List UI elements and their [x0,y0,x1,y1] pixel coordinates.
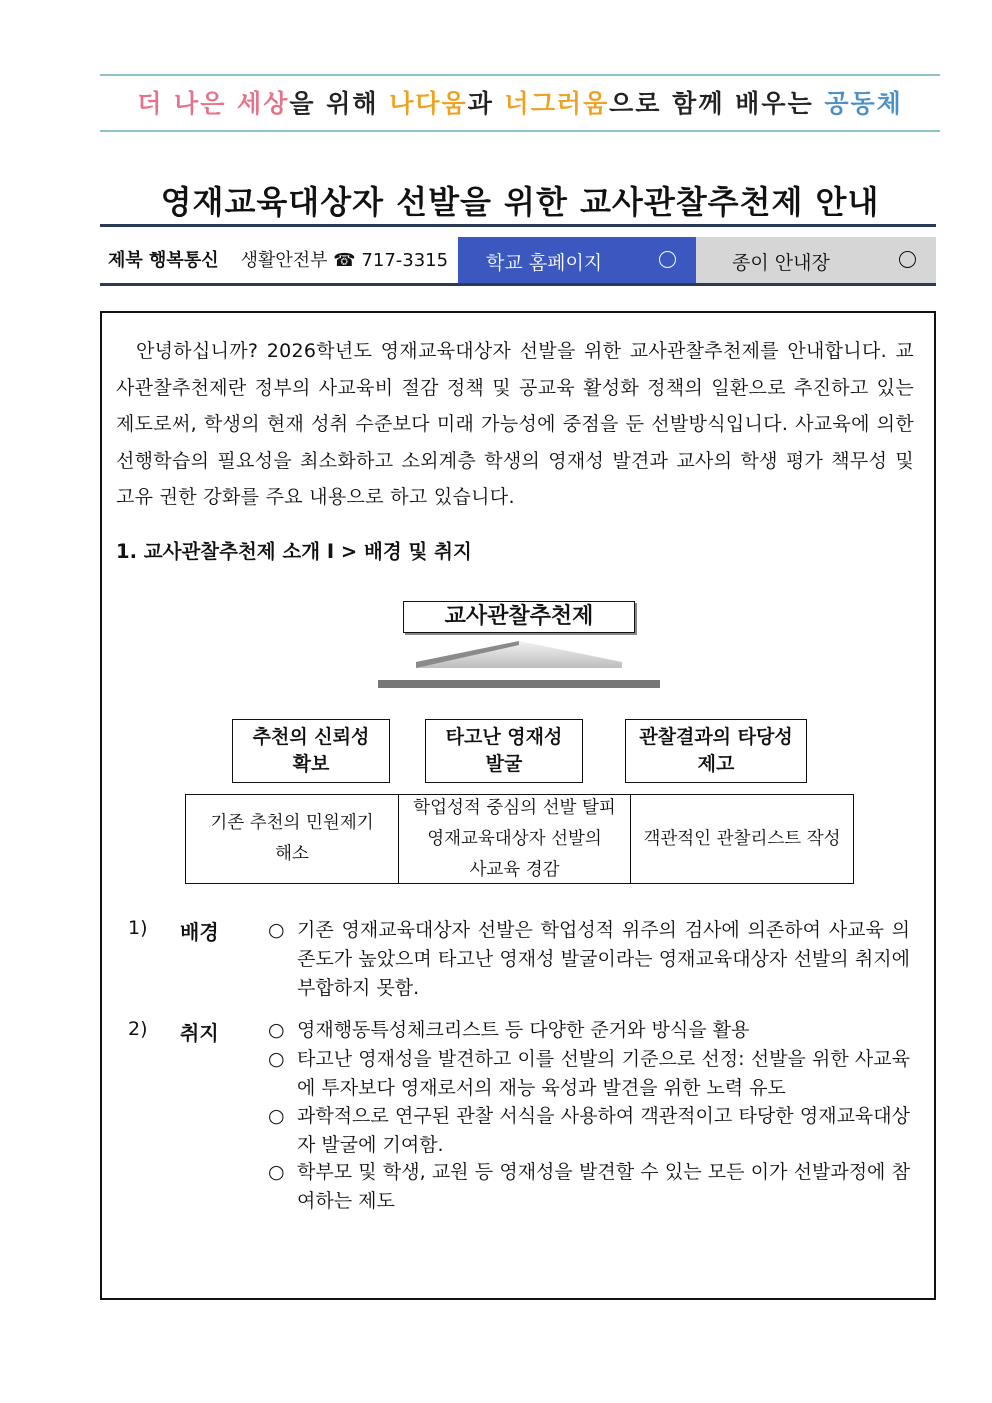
cell-line: 영재교육대상자 선발의 [427,828,602,849]
bullet-item [268,1158,910,1216]
slogan-part: 과 [467,89,505,118]
item-number: 1) [128,917,148,939]
diagram-cell-complaints [185,794,399,884]
header-info [108,246,448,272]
cell-line: 객관적인 관찰리스트 작성 [643,828,841,849]
cell-line: 해소 [275,844,309,864]
bullet-text: 영재행동특성체크리스트 등 다양한 준거와 방식을 활용 [297,1019,750,1041]
diagram-roof-arrow [376,638,662,690]
bullet-text: 과학적으로 연구된 관찰 서식을 사용하여 객관적이고 타당한 영재교육대상자 발굴에 기여함. [297,1105,910,1156]
cell-line: 사교육 경감 [469,859,560,880]
circle-bullet-icon: ○ [268,1161,285,1183]
diagram-node-validity [625,719,807,783]
slogan-part: 더 나은 세상 [137,89,290,118]
tab-paper-notice-label: 종이 안내장 [732,252,830,274]
page-title: 영재교육대상자 선발을 위한 교사관찰추천제 안내 [160,183,880,221]
diagram-node-reliability [232,719,390,783]
newsletter-name: 제북 행복통신 [108,250,219,271]
bullet-text: 학부모 및 학생, 교원 등 영재성을 발견할 수 있는 모든 이가 선발과정에 참여하는 제도 [297,1161,910,1212]
node-line: 확보 [292,753,330,775]
bullet-text: 기존 영재교육대상자 선발은 학업성적 위주의 검사에 의존하여 사교육 의존도가 높았으며 타고난 영재성 발굴이라는 영재교육대상자 선발의 취지에 부합하지 못함. [297,919,910,999]
slogan-part: 나다움 [389,89,468,118]
bullet-item [268,1016,910,1045]
node-line: 발굴 [485,753,523,775]
slogan [100,84,940,124]
cell-line: 기존 추천의 민원제기 [210,813,374,833]
bullet-item [268,1102,910,1160]
circle-bullet-icon: ○ [268,1019,285,1041]
node-line: 관찰결과의 타당성 [639,726,793,748]
tab-school-homepage-label: 학교 홈페이지 [486,252,603,274]
tab-paper-notice[interactable] [696,237,936,283]
slogan-bottom-line [100,130,940,132]
node-line: 추천의 신뢰성 [252,726,370,748]
diagram-node-giftedness [425,719,583,783]
cell-line: 학업성적 중심의 선발 탈피 [413,797,616,818]
circle-bullet-icon: ○ [268,1048,285,1070]
slogan-part: 을 위해 [289,89,390,118]
diagram-cell-checklist [630,794,854,884]
intro-paragraph: 안녕하십니까? 2026학년도 영재교육대상자 선발을 위한 교사관찰추천제를 안내합니다. 교사관찰추천제란 정부의 사교육비 절감 정책 및 공교육 활성화 정책의 일환으로 추진하고 있는 제도로써, 학생의 현재 성취 수준보다 미래 가능성에 중점을 둔 선발방식입니다. 사교육에 의한 선행학습의 필요성을 최소화하고 소외계층 학생의 영재성 발견과 교사의 학생 평가 책무성 및 고유 권한 강화를 주요 내용으로 하고 있습니다. [116,340,914,509]
bullet-text: 타고난 영재성을 발견하고 이를 선발의 기준으로 선정: 선발을 위한 사교육에 투자보다 영재로서의 재능 육성과 발견을 위한 노력 유도 [297,1048,910,1099]
tab-school-homepage[interactable] [458,237,696,283]
slogan-part: 함께 배우는 [672,89,825,118]
circle-icon [899,251,916,268]
section-heading: 1. 교사관찰추천제 소개 Ⅰ > 배경 및 취지 [116,540,472,563]
bullet-item [268,916,910,1003]
item-number: 2) [128,1018,148,1040]
item-label-background: 배경 [180,920,219,944]
title-underline [100,224,936,227]
header-underline [100,283,936,286]
circle-bullet-icon: ○ [268,919,285,941]
node-line: 타고난 영재성 [445,726,563,748]
circle-bullet-icon: ○ [268,1105,285,1127]
slogan-part: 공동체 [824,89,903,118]
diagram-root: 교사관찰추천제 [403,601,635,633]
slogan-top-line [100,74,940,76]
item-label-purpose: 취지 [180,1021,219,1045]
circle-icon [659,251,676,268]
node-line: 제고 [697,753,735,775]
slogan-part: 너그러움 [504,89,610,118]
slogan-part: 으로 [609,89,673,118]
diagram-cell-private-education [398,794,631,884]
bullet-item [268,1045,910,1103]
department-contact: 생활안전부 ☎ 717-3315 [240,250,449,271]
